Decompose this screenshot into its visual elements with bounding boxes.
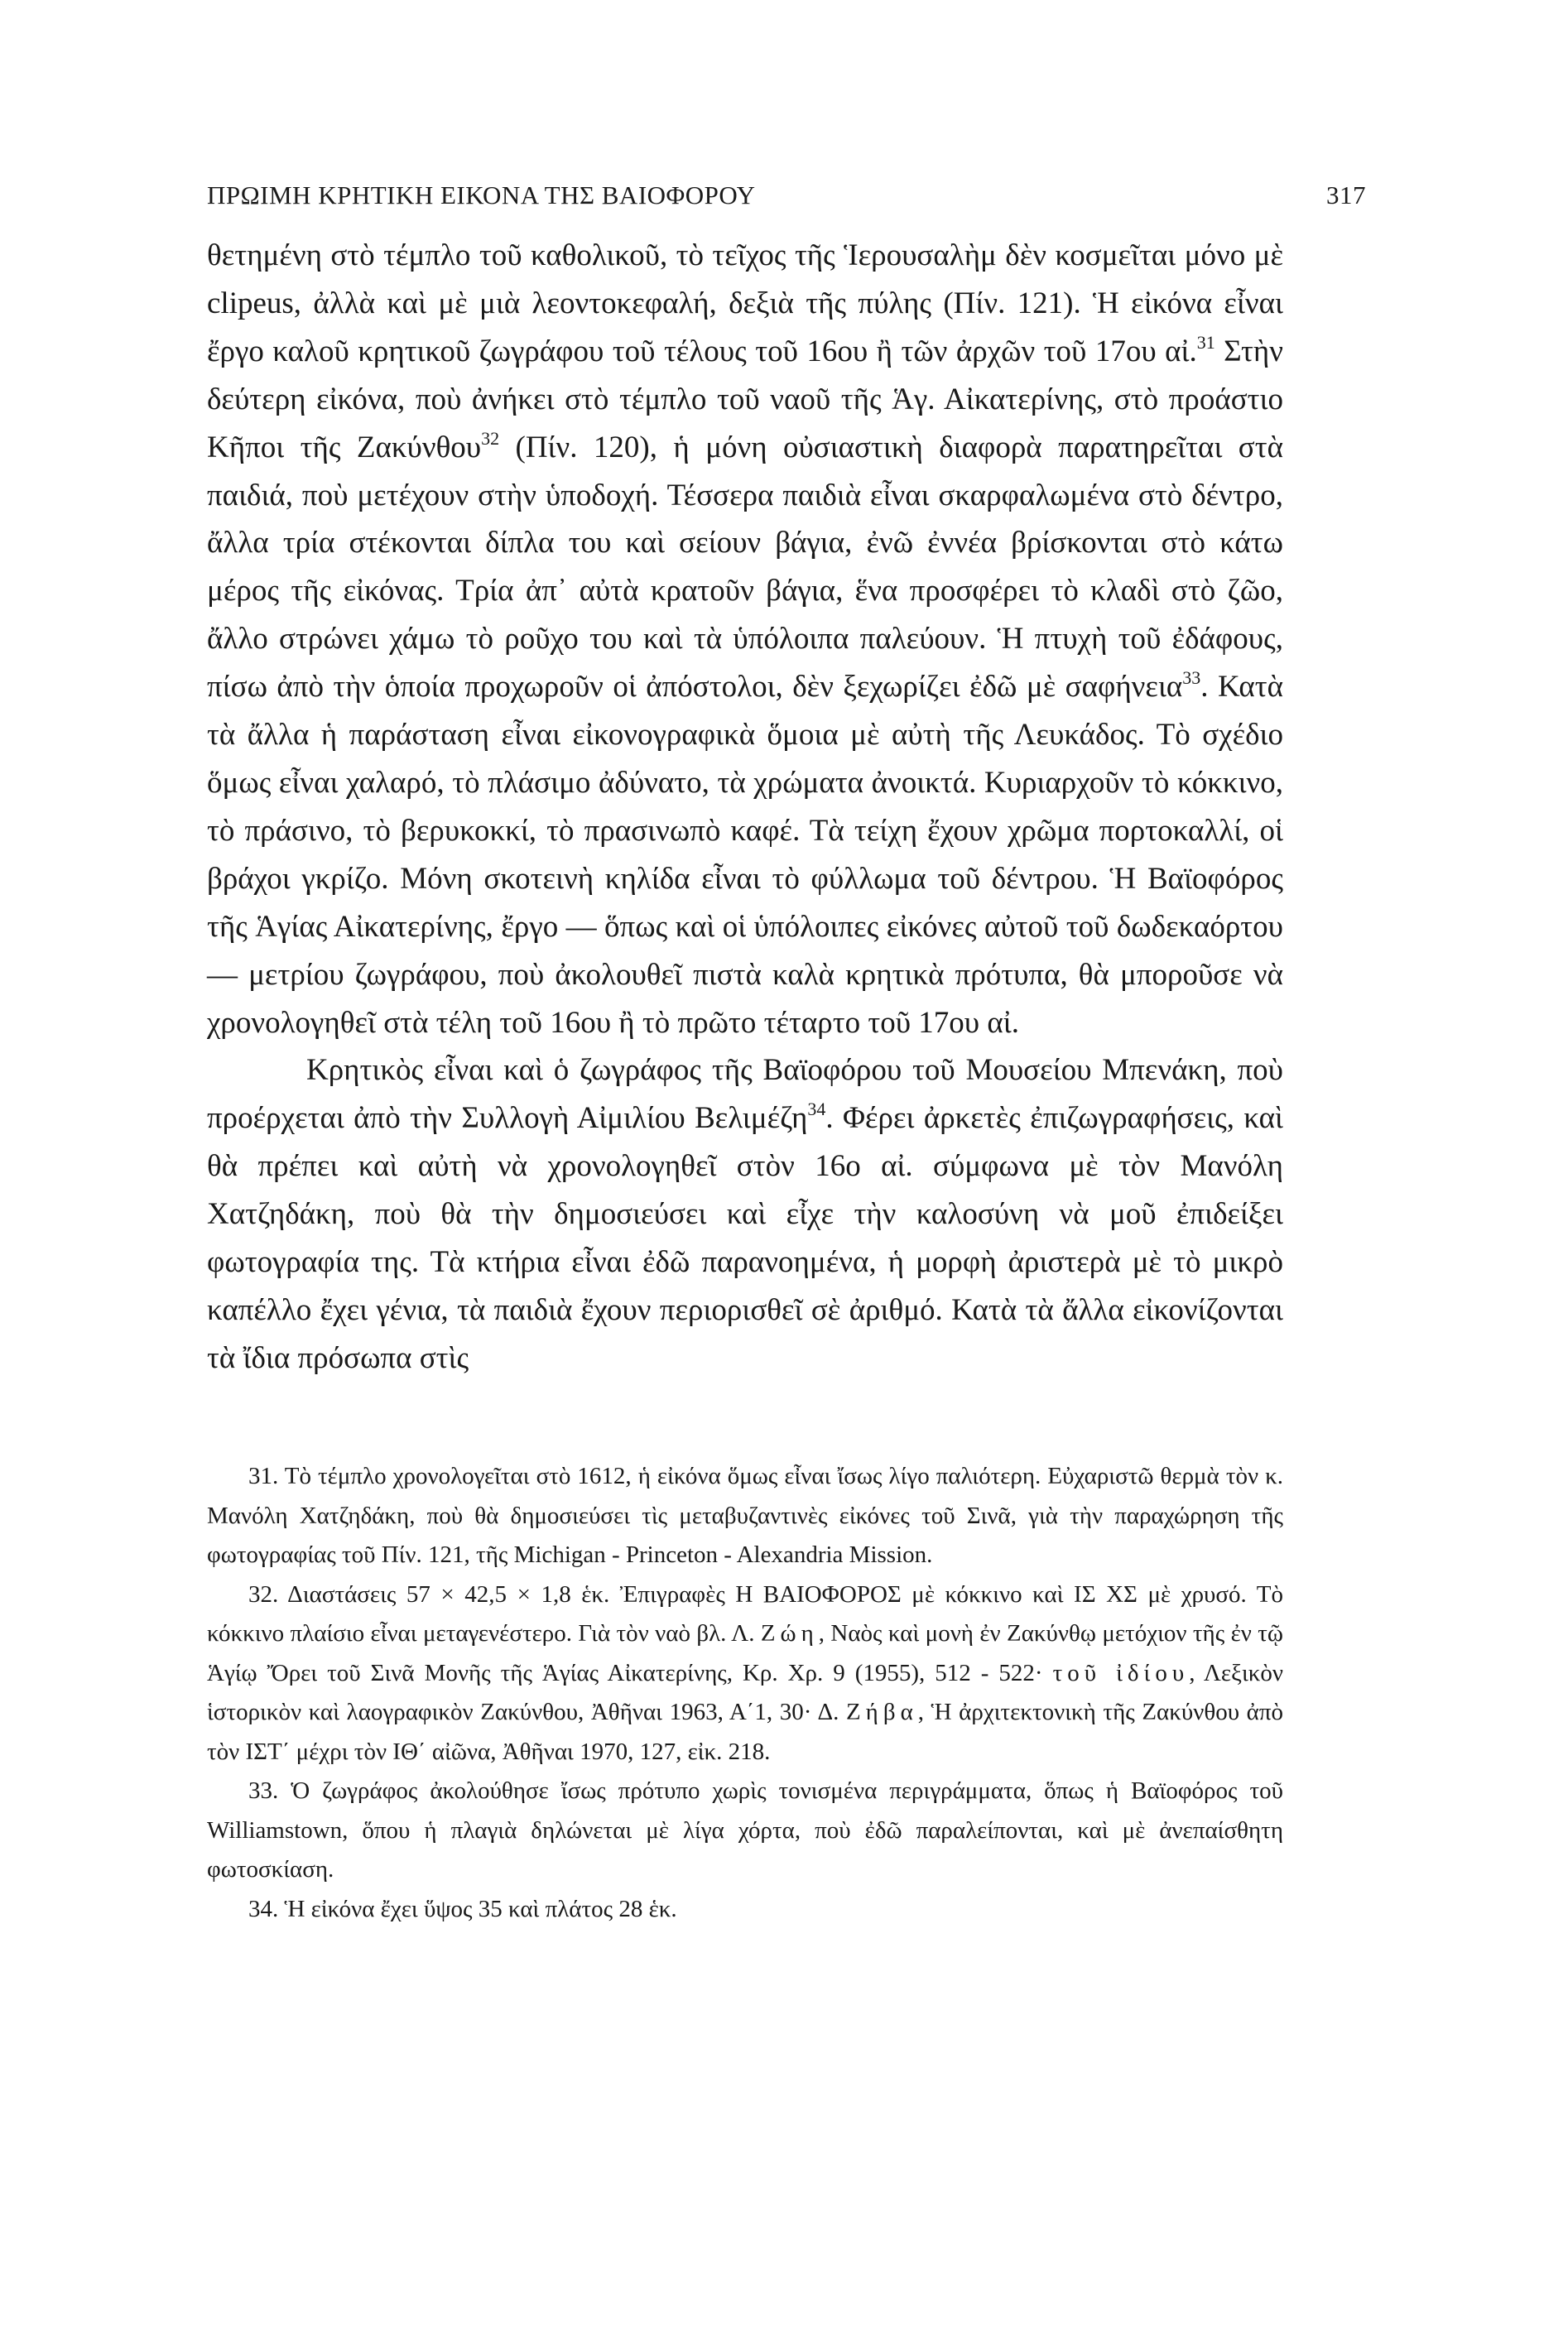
paragraph-1-part-d: . Κατὰ τὰ ἄλλα ἡ παράσταση εἶναι εἰκονογραφικὰ ὅμοια μὲ αὐτὴ τῆς Λευκάδος. Τὸ σχέδιο ὅμως εἶναι χαλαρό, τὸ πλάσιμο ἀδύνατο, τὰ χρώματα ἀνοικτά. Κυριαρχοῦν τὸ κόκκινο, τὸ πράσινο, τὸ βερυκοκκί, τὸ πρασινωπὸ καφέ. Τὰ τείχη ἔχουν χρῶμα πορτοκαλλί, οἱ βράχοι γκρίζο. Μόνη σκοτεινὴ κηλίδα εἶναι τὸ φύλλωμα τοῦ δέντρου. Ἡ Βαϊοφόρος τῆς Ἁγίας Αἰκατερίνης, ἔργο — ὅπως καὶ οἱ ὑπόλοιπες εἰκόνες αὐτοῦ τοῦ δωδεκαόρτου — μετρίου ζωγράφου, ποὺ ἀκολουθεῖ πιστὰ καλὰ κρητικὰ πρότυπα, θὰ μποροῦσε νὰ χρονολογηθεῖ στὰ τέλη τοῦ 16ου ἢ τὸ πρῶτο τέταρτο τοῦ 17ου αἰ. — [207, 670, 1283, 1040]
footnote-32 — [207, 1575, 1283, 1772]
footnote-31: 31. Τὸ τέμπλο χρονολογεῖται στὸ 1612, ἡ εἰκόνα ὅμως εἶναι ἴσως λίγο παλιότερη. Εὐχαριστῶ θερμὰ τὸν κ. Μανόλη Χατζηδάκη, ποὺ θὰ δημοσιεύσει τὶς μεταβυζαντινὲς εἰκόνες τοῦ Σινᾶ, γιὰ τὴν παραχώρηση τῆς φωτογραφίας τοῦ Πίν. 121, τῆς Michigan - Princeton - Alexandria Mission. — [207, 1463, 1283, 1568]
paragraph-1 — [207, 232, 1283, 1046]
footnote-32-author-zivas: Ζήβα — [845, 1699, 918, 1725]
footnotes — [207, 1457, 1283, 1929]
running-header — [207, 180, 1366, 210]
footnote-ref-32[interactable]: 32 — [481, 427, 500, 449]
main-text — [207, 232, 1283, 1383]
footnote-ref-31[interactable]: 31 — [1196, 331, 1215, 353]
footnote-ref-34[interactable]: 34 — [807, 1099, 826, 1120]
footnote-32-author-zoi: Ζώη — [760, 1620, 819, 1647]
footnote-ref-33[interactable]: 33 — [1182, 667, 1201, 689]
footnote-32-part-b: , Ναὸς καὶ μονὴ ἐν Ζακύνθῳ μετόχιον τῆς ἐν τῷ Ἁγίῳ Ὄρει τοῦ Σινᾶ Μονῆς τῆς Ἁγίας Αἰκατερίνης, Κρ. Χρ. 9 (1955), 512 - 522· — [207, 1620, 1283, 1686]
footnote-32-part-c: , Λεξικὸν ἱστορικὸν καὶ λαογραφικὸν Ζακύνθου, Ἀθῆναι 1963, Α΄1, 30· Δ. — [207, 1659, 1284, 1725]
paragraph-1-part-c: (Πίν. 120), ἡ μόνη οὐσιαστικὴ διαφορὰ παρατηρεῖται στὰ παιδιά, ποὺ μετέχουν στὴν ὑποδοχή. Τέσσερα παιδιὰ εἶναι σκαρφαλωμένα στὸ δέντρο, ἄλλα τρία στέκονται δίπλα του καὶ σείουν βάγια, ἐνῶ ἐννέα βρίσκονται στὸ κάτω μέρος τῆς εἰκόνας. Τρία ἀπ᾿ αὐτὰ κρατοῦν βάγια, ἕνα προσφέρει τὸ κλαδὶ στὸ ζῶο, ἄλλο στρώνει χάμω τὸ ροῦχο του καὶ τὰ ὑπόλοιπα παλεύουν. Ἡ πτυχὴ τοῦ ἐδάφους, πίσω ἀπὸ τὴν ὁποία προχωροῦν οἱ ἀπόστολοι, δὲν ξεχωρίζει ἐδῶ μὲ σαφήνεια — [207, 430, 1283, 705]
paragraph-1-part-b: Στὴν δεύτερη εἰκόνα, ποὺ ἀνήκει στὸ τέμπλο τοῦ ναοῦ τῆς Ἁγ. Αἰκατερίνης, στὸ προάστιο Κῆποι τῆς Ζακύνθου — [207, 334, 1283, 464]
paragraph-1-part-a: θετημένη στὸ τέμπλο τοῦ καθολικοῦ, τὸ τεῖχος τῆς Ἱερουσαλὴμ δὲν κοσμεῖται μόνο μὲ clipeus, ἀλλὰ καὶ μὲ μιὰ λεοντοκεφαλή, δεξιὰ τῆς πύλης (Πίν. 121). Ἡ εἰκόνα εἶναι ἔργο καλοῦ κρητικοῦ ζωγράφου τοῦ τέλους τοῦ 16ου ἢ τῶν ἀρχῶν τοῦ 17ου αἰ. — [207, 238, 1283, 368]
footnote-32-part-a: 32. Διαστάσεις 57 × 42,5 × 1,8 ἑκ. Ἐπιγραφὲς Η ΒΑΙΟΦΟΡΟΣ μὲ κόκκινο καὶ ΙΣ ΧΣ μὲ χρυσό. Τὸ κόκκινο πλαίσιο εἶναι μεταγενέστερο. Γιὰ τὸν ναὸ βλ. Λ. — [207, 1580, 1283, 1647]
paragraph-2-part-a: Κρητικὸς εἶναι καὶ ὁ ζωγράφος τῆς Βαϊοφόρου τοῦ Μουσείου Μπενάκη, ποὺ προέρχεται ἀπὸ τὴν Συλλογὴ Αἰμιλίου Βελιμέζη — [207, 1053, 1283, 1136]
paragraph-2 — [207, 1046, 1283, 1382]
footnote-33: 33. Ὁ ζωγράφος ἀκολούθησε ἴσως πρότυπο χωρὶς τονισμένα περιγράμματα, ὅπως ἡ Βαϊοφόρος τοῦ Williamstown, ὅπου ἡ πλαγιὰ δηλώνεται μὲ λίγα χόρτα, ποὺ ἐδῶ παραλείπονται, καὶ μὲ ἀνεπαίσθητη φωτοσκίαση. — [207, 1777, 1283, 1883]
footnote-32-part-d: , Ἡ ἀρχιτεκτονικὴ τῆς Ζακύνθου ἀπὸ τὸν ΙΣΤ΄ μέχρι τὸν ΙΘ΄ αἰῶνα, Ἀθῆναι 1970, 127, εἰκ. 218. — [207, 1699, 1284, 1765]
footnote-34: 34. Ἡ εἰκόνα ἔχει ὕψος 35 καὶ πλάτος 28 ἑκ. — [248, 1895, 677, 1922]
paragraph-2-part-b: . Φέρει ἀρκετὲς ἐπιζωγραφήσεις, καὶ θὰ πρέπει καὶ αὐτὴ νὰ χρονολογηθεῖ στὸν 16ο αἰ. σύμφωνα μὲ τὸν Μανόλη Χατζηδάκη, ποὺ θὰ τὴν δημοσιεύσει καὶ εἶχε τὴν καλοσύνη νὰ μοῦ ἐπιδείξει φωτογραφία της. Τὰ κτήρια εἶναι ἐδῶ παρανοημένα, ἡ μορφὴ ἀριστερὰ μὲ τὸ μικρὸ καπέλλο ἔχει γένια, τὰ παιδιὰ ἔχουν περιορισθεῖ σὲ ἀριθμό. Κατὰ τὰ ἄλλα εἰκονίζονται τὰ ἴδια πρόσωπα στὶς — [207, 1101, 1284, 1375]
running-title: ΠΡΩΙΜΗ ΚΡΗΤΙΚΗ ΕΙΚΟΝΑ ΤΗΣ ΒΑΙΟΦΟΡΟΥ — [207, 180, 756, 209]
page-number: 317 — [1326, 180, 1366, 209]
footnote-32-ibid: τοῦ ἰδίου — [1052, 1659, 1190, 1686]
